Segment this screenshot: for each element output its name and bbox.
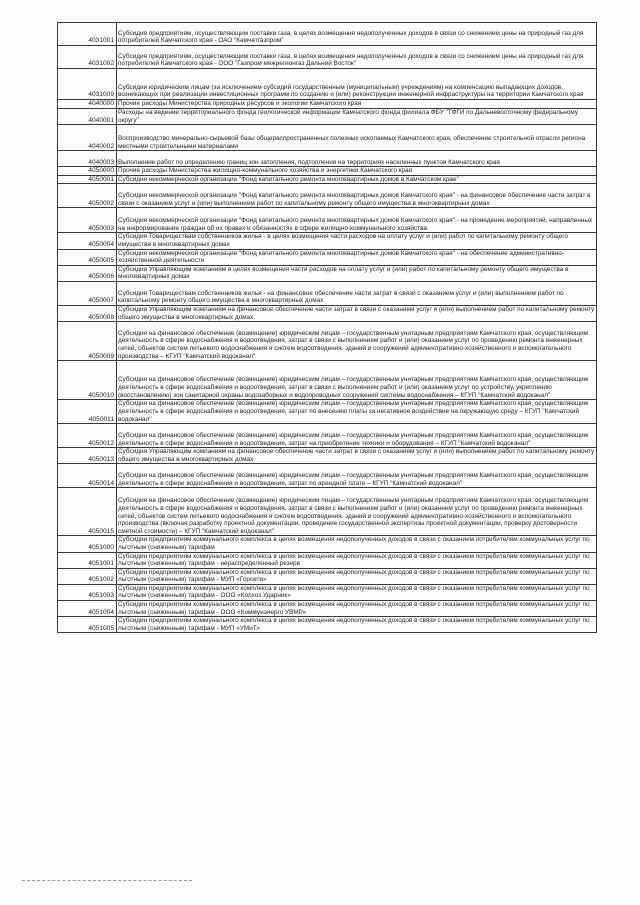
table-row bbox=[58, 361, 597, 400]
table-row bbox=[58, 175, 597, 184]
budget-classification-table bbox=[57, 22, 597, 633]
row-code: 4051000 bbox=[58, 536, 117, 552]
row-description: Субсидия на финансовое обеспечение (возмещение) юридическим лицам – государственным унитарным предприятиям Камчатского края, осуществляющим деятельность в сфере водоснабжения и водоотведения, затрат на приобретение техники и оборудования – КГУП "Камчатский водоканал" bbox=[117, 424, 597, 448]
row-description: Воспроизводство минерально-сырьевой базы общераспространенных полезных ископаемых Камчатского края, обеспечение строительной отрасли региона местными строительными материалами bbox=[117, 125, 597, 151]
row-description: Субсидия на финансовое обеспечение (возмещение) юридическим лицам – государственным унитарным предприятиям Камчатского края, осуществляющим деятельность в сфере водоснабжения и водоотведения, затрат в связи с выполнением работ и (или) оказанием услуг по устройству, укреплению (восстановлению) зон санитарной охраны водозаборных и водопроводных сооружений системы водоснабжения – КГУП "Камчатский водоканал" bbox=[117, 361, 597, 400]
row-code: 4040003 bbox=[58, 151, 117, 167]
row-description: Субсидия на финансовое обеспечение (возмещение) юридическим лицам – государственным унитарным предприятиям Камчатского края, осуществляющим деятельность в сфере водоснабжения и водоотведения, затрат в связи с выполнением работ и (или) оказанием услуг по проведению ремонта инженерных сетей, объектов систем питьевого водоснабжения и систем водоотведения, зданий и сооружений административно-хозяйственного и вспомогательного производства – КГУП "Камчатский водоканал" bbox=[117, 322, 597, 361]
row-code: 4050008 bbox=[58, 305, 117, 321]
row-code: 4050000 bbox=[58, 167, 117, 176]
row-description: Субсидия некоммерческой организации "Фонд капитального ремонта многоквартирных домов в Камчатском крае" bbox=[117, 175, 597, 184]
row-code: 4050005 bbox=[58, 249, 117, 265]
row-code: 4051001 bbox=[58, 552, 117, 568]
row-description: Прочие расходы Министерства жилищно-коммунального хозяйства и энергетики Камчатского края bbox=[117, 167, 597, 176]
row-description: Субсидии предприятиям коммунального комплекса в целях возмещения недополученных доходов в связи с оказанием потребителям коммунальных услуг по льготным (сниженным) тарифам - нераспределенный резерв bbox=[117, 552, 597, 568]
row-description: Субсидия предприятиям, осуществляющим поставки газа, в целях возмещения недополученных доходов в связи со снижением цены на природный газ для потребителей Камчатского края - ОАО "Камчатгазпром" bbox=[117, 23, 597, 46]
table-row bbox=[58, 69, 597, 100]
table-row bbox=[58, 100, 597, 109]
row-description: Субсидия на финансовое обеспечение (возмещение) юридическим лицам – государственным унитарным предприятиям Камчатского края, осуществляющим деятельность в сфере водоснабжения и водоотведения, затрат в связи с выполнением работ и (или) оказанием услуг по проведению ремонта инженерных сетей, объектов систем питьевого водоснабжения и систем водоотведения, зданий и сооружений административно-хозяйственного и вспомогательного производства (включая разработку проектной документации, проведение государственной экспертизы проектной документации, проверку достоверности сметной стоимости) – КГУП "Камчатский водоканал" bbox=[117, 488, 597, 536]
row-code: 4050010 bbox=[58, 361, 117, 400]
row-description: Субсидии предприятиям коммунального комплекса в целях возмещения недополученных доходов в связи с оказанием потребителям коммунальных услуг по льготным (сниженным) тарифам bbox=[117, 536, 597, 552]
row-code: 4040000 bbox=[58, 100, 117, 109]
row-description: Субсидии предприятиям коммунального комплекса в целях возмещения недополученных доходов в связи с оказанием потребителям коммунальных услуг по льготным (сниженным) тарифам - ООО «Колхоз Ударник» bbox=[117, 584, 597, 600]
row-code: 4031002 bbox=[58, 46, 117, 69]
row-description: Субсидия некоммерческой организации "Фонд капитального ремонта многоквартирных домов Камчатского края" - на обеспечение административно-хозяйственной деятельности bbox=[117, 249, 597, 265]
row-code: 4050015 bbox=[58, 488, 117, 536]
row-description: Субсидия на финансовое обеспечение (возмещение) юридическим лицам – государственным унитарным предприятиям Камчатского края, осуществляющим деятельность в сфере водоснабжения и водоотведения, затрат по внесению платы за негативное воздействие на окружающую среду – КГУП "Камчатский водоканал" bbox=[117, 400, 597, 424]
table-body bbox=[58, 23, 597, 633]
table-row bbox=[58, 46, 597, 69]
row-code: 4050006 bbox=[58, 265, 117, 281]
row-code: 4050014 bbox=[58, 464, 117, 488]
table-row bbox=[58, 568, 597, 584]
row-code: 4050003 bbox=[58, 208, 117, 233]
row-description: Субсидии юридическим лицам (за исключением субсидий государственным (муниципальным) учреждениям) на компенсацию выпадающих доходов, возникающих при реализации инвестиционных программ по созданию и (или) реконструкции инженерной инфраструктуры на территории Камчатского края bbox=[117, 69, 597, 100]
row-description: Субсидия Управляющим компаниям на финансовое обеспечение части затрат в связи с оказанием услуг и (или) выполнением работ по капитальному ремонту общего имущества в многоквартирных домах bbox=[117, 448, 597, 464]
row-code: 4050004 bbox=[58, 233, 117, 249]
table-row bbox=[58, 265, 597, 281]
row-code: 4040001 bbox=[58, 109, 117, 125]
row-description: Субсидия Управляющим компаниям в целях возмещения части расходов на оплату услуг и (или) работ по капитальному ремонту общего имущества в многоквартирных домах bbox=[117, 265, 597, 281]
row-code: 4051004 bbox=[58, 601, 117, 617]
table-row bbox=[58, 125, 597, 151]
row-description: Прочие расходы Министерства природных ресурсов и экологии Камчатского края bbox=[117, 100, 597, 109]
row-code: 4040002 bbox=[58, 125, 117, 151]
table-row bbox=[58, 233, 597, 249]
row-description: Субсидия Товариществам собственников жилья - в целях возмещения части расходов на оплату услуг и (или) работ по капитальному ремонту общего имущества в многоквартирных домах bbox=[117, 233, 597, 249]
row-description: Субсидия предприятиям, осуществляющим поставки газа, в целях возмещения недополученных доходов в связи со снижением цены на природный газ для потребителей Камчатского края - ООО "Газпром межрегионгаз Дальний Восток" bbox=[117, 46, 597, 69]
row-code: 4050009 bbox=[58, 322, 117, 361]
table-row bbox=[58, 448, 597, 464]
row-description: Субсидия на финансовое обеспечение (возмещение) юридическим лицам – государственным унитарным предприятиям Камчатского края, осуществляющим деятельность в сфере водоснабжения и водоотведения, затрат по арендной плате – КГУП "Камчатский водоканал" bbox=[117, 464, 597, 488]
table-row bbox=[58, 617, 597, 633]
row-code: 4050007 bbox=[58, 281, 117, 305]
table-row bbox=[58, 109, 597, 125]
row-description: Субсидия Управляющим компаниям на финансовое обеспечение части затрат в связи с оказанием услуг и (или) выполнением работ по капитальному ремонту общего имущества в многоквартирных домах bbox=[117, 305, 597, 321]
table-row bbox=[58, 249, 597, 265]
table-row bbox=[58, 23, 597, 46]
table-row bbox=[58, 208, 597, 233]
table-row bbox=[58, 184, 597, 208]
row-code: 4031009 bbox=[58, 69, 117, 100]
table-row bbox=[58, 601, 597, 617]
row-code: 4031001 bbox=[58, 23, 117, 46]
row-code: 4050012 bbox=[58, 424, 117, 448]
table-row bbox=[58, 584, 597, 600]
row-description: Субсидия Товариществам собственников жилья - на финансовое обеспечение части затрат в связи с оказанием услуг и (или) выполнением работ по капитальному ремонту общего имущества в многоквартирных домах bbox=[117, 281, 597, 305]
row-code: 4050013 bbox=[58, 448, 117, 464]
row-code: 4050011 bbox=[58, 400, 117, 424]
row-code: 4051002 bbox=[58, 568, 117, 584]
row-code: 4050002 bbox=[58, 184, 117, 208]
table-row bbox=[58, 536, 597, 552]
table-row bbox=[58, 488, 597, 536]
table-row bbox=[58, 322, 597, 361]
table-row bbox=[58, 552, 597, 568]
row-description: Субсидия некоммерческой организации "Фонд капитального ремонта многоквартирных домов Камчатского края" - на финансовое обеспечение части затрат в связи с оказанием услуг и (или) выполнением работ по капитальному ремонту общего имущества в многоквартирных домах bbox=[117, 184, 597, 208]
row-description: Субсидии предприятиям коммунального комплекса в целях возмещения недополученных доходов в связи с оказанием потребителям коммунальных услуг по льготным (сниженным) тарифам - МУП «Горсети» bbox=[117, 568, 597, 584]
row-code: 4051003 bbox=[58, 584, 117, 600]
table-row bbox=[58, 464, 597, 488]
table-row bbox=[58, 167, 597, 176]
table-row bbox=[58, 281, 597, 305]
footer-divider bbox=[22, 880, 192, 881]
row-description: Субсидии предприятиям коммунального комплекса в целях возмещения недополученных доходов в связи с оказанием потребителям коммунальных услуг по льготным (сниженным) тарифам - ООО «Коммунэнерго УВМР» bbox=[117, 601, 597, 617]
row-code: 4050001 bbox=[58, 175, 117, 184]
table-row bbox=[58, 400, 597, 424]
table-row bbox=[58, 305, 597, 321]
row-description: Расходы на ведение территориального фонда геологической информации Камчатского фонда филиала ФБУ "ТФГИ по Дальневосточному федеральному округу" bbox=[117, 109, 597, 125]
row-description: Субсидия некоммерческой организации "Фонд капитального ремонта многоквартирных домов Камчатского края" - на проведение мероприятий, направленных на информирование граждан об их правах и обязанностях в сфере жилищно-коммунального хозяйства bbox=[117, 208, 597, 233]
row-code: 4051005 bbox=[58, 617, 117, 633]
table-row bbox=[58, 151, 597, 167]
table-row bbox=[58, 424, 597, 448]
row-description: Субсидии предприятиям коммунального комплекса в целях возмещения недополученных доходов в связи с оказанием потребителям коммунальных услуг по льготным (сниженным) тарифам - МУП «УМиТ» bbox=[117, 617, 597, 633]
row-description: Выполнение работ по определению границ зон затопления, подтопления на территориях населенных пунктов Камчатского края bbox=[117, 151, 597, 167]
